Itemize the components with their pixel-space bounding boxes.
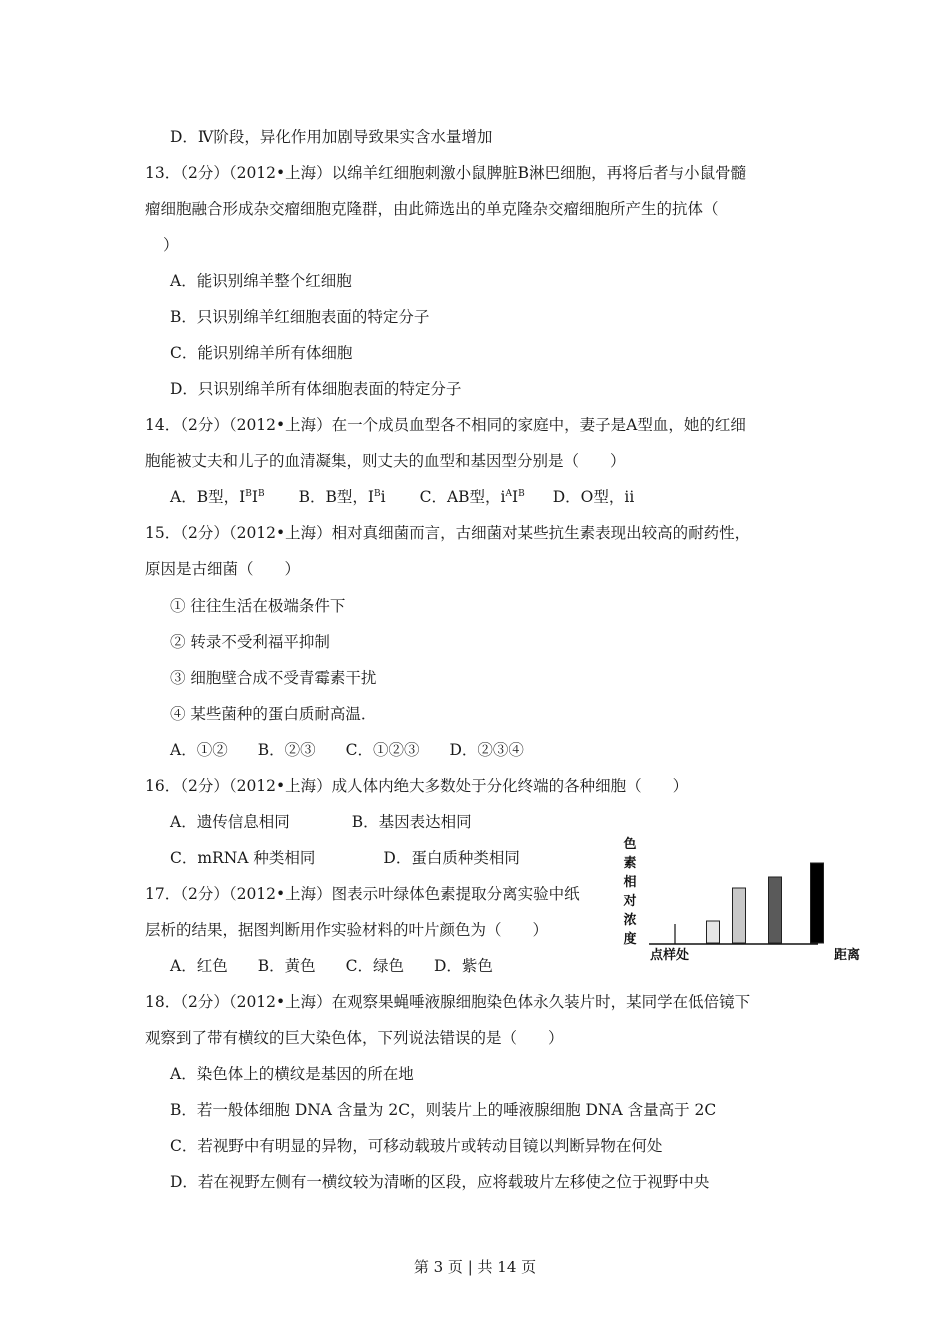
q16-option-c: C．mRNA 种类相同 [170, 849, 316, 867]
q17-options [170, 955, 493, 977]
q17-option-b: B．黄色 [257, 957, 316, 975]
q13-option-c: C．能识别绵羊所有体细胞 [170, 344, 353, 362]
q18-option-c: C．若视野中有明显的异物，可移动载玻片或转动目镜以判断异物在何处 [170, 1137, 663, 1155]
q13-stem-line1: 13．（2分）（2012•上海）以绵羊红细胞刺激小鼠脾脏B淋巴细胞，再将后者与小鼠骨髓 [145, 164, 747, 182]
q14-option-c: C．AB型，$i^AI^B$ [419, 488, 525, 506]
page-footer: 第 3 页 | 共 14 页 [413, 1258, 537, 1276]
q15-item-1: ① 往往生活在极端条件下 [170, 597, 346, 615]
q15-option-c: C．①②③ [345, 741, 420, 759]
figure-y-label-char: 度 [623, 932, 637, 947]
q18-option-b: B．若一般体细胞 DNA 含量为 2C，则装片上的唾液腺细胞 DNA 含量高于 2C [170, 1101, 717, 1119]
q13-option-b: B．只识别绵羊红细胞表面的特定分子 [170, 308, 430, 326]
q15-option-a: A．①② [170, 741, 228, 759]
figure-bar [811, 863, 824, 943]
q15-item-4: ④ 某些菌种的蛋白质耐高温． [170, 705, 377, 723]
q13-stem-line2: 瘤细胞融合形成杂交瘤细胞克隆群，由此筛选出的单克隆杂交瘤细胞所产生的抗体（ [145, 200, 719, 218]
figure-bar [769, 877, 782, 943]
figure-bar [733, 888, 746, 943]
figure-y-label-char: 对 [623, 894, 637, 909]
q14-options [170, 486, 634, 508]
q15-option-d: D．②③④ [449, 741, 524, 759]
q15-option-b: B．②③ [257, 741, 316, 759]
q15-stem-line2: 原因是古细菌（ ） [145, 560, 301, 578]
q15-stem-line1: 15．（2分）（2012•上海）相对真细菌而言，古细菌对某些抗生素表现出较高的耐药性， [145, 524, 751, 542]
q14-stem-line1: 14．（2分）（2012•上海）在一个成员血型各不相同的家庭中，妻子是A型血，她的红细 [145, 416, 746, 434]
figure-x-label-distance: 距离 [834, 948, 861, 963]
figure-y-label-char: 相 [623, 875, 637, 890]
q16-stem: 16．（2分）（2012•上海）成人体内绝大多数处于分化终端的各种细胞（ ） [145, 777, 689, 795]
figure-x-label-origin: 点样处 [650, 948, 690, 963]
q14-option-a: A．B型，$I^BI^B$ [170, 488, 265, 506]
q16-options-row1 [170, 811, 472, 833]
figure-bar [707, 921, 720, 943]
q18-stem-line1: 18．（2分）（2012•上海）在观察果蝇唾液腺细胞染色体永久装片时，某同学在低倍镜下 [145, 993, 751, 1011]
q18-stem-line2: 观察到了带有横纹的巨大染色体，下列说法错误的是（ ） [145, 1029, 564, 1047]
q15-options [170, 739, 524, 761]
q13-stem-line3: ） [163, 236, 179, 254]
q16-option-d: D．蛋白质种类相同 [383, 849, 520, 867]
q16-option-a: A．遗传信息相同 [170, 813, 290, 831]
figure-y-label-char: 色 [623, 837, 637, 852]
q17-option-c: C．绿色 [345, 957, 404, 975]
q17-stem-line1: 17．（2分）（2012•上海）图表示叶绿体色素提取分离实验中纸 [145, 885, 580, 903]
q16-options-row2 [170, 847, 520, 869]
q18-option-a: A．染色体上的横纹是基因的所在地 [170, 1065, 414, 1083]
q13-option-a: A．能识别绵羊整个红细胞 [170, 272, 352, 290]
q12-option-d: D．Ⅳ阶段，异化作用加剧导致果实含水量增加 [170, 128, 493, 146]
q18-option-d: D．若在视野左侧有一横纹较为清晰的区段，应将载玻片左移使之位于视野中央 [170, 1173, 710, 1191]
q15-item-3: ③ 细胞壁合成不受青霉素干扰 [170, 669, 377, 687]
q15-item-2: ② 转录不受利福平抑制 [170, 633, 330, 651]
q16-option-b: B．基因表达相同 [351, 813, 472, 831]
q14-option-b: B．B型，$I^Bi$ [298, 488, 386, 506]
q17-stem-line2: 层析的结果，据图判断用作实验材料的叶片颜色为（ ） [145, 921, 549, 939]
chromatography-figure [608, 832, 864, 964]
q13-option-d: D．只识别绵羊所有体细胞表面的特定分子 [170, 380, 462, 398]
figure-y-label-char: 浓 [623, 913, 637, 928]
figure-y-label-char: 素 [623, 856, 637, 871]
q17-option-d: D．紫色 [433, 957, 493, 975]
q17-option-a: A．红色 [170, 957, 228, 975]
q14-option-d: D．O型，ii [552, 488, 635, 506]
q14-stem-line2: 胞能被丈夫和儿子的血清凝集，则丈夫的血型和基因型分别是（ ） [145, 452, 626, 470]
